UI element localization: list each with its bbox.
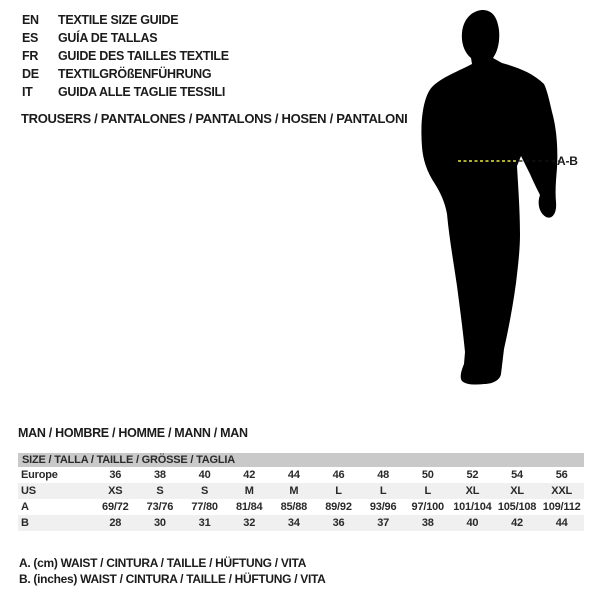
table-cell: 93/96	[369, 501, 397, 513]
table-cell: L	[379, 485, 387, 497]
language-row	[22, 29, 229, 47]
size-table-header: SIZE / TALLA / TAILLE / GRÖSSE / TAGLIA	[18, 453, 584, 467]
language-label: GUÍA DE TALLAS	[58, 31, 158, 45]
man-silhouette-shape	[421, 10, 557, 385]
table-row-b-inches	[18, 515, 584, 531]
table-cell: S	[156, 485, 164, 497]
table-cell: 52	[466, 469, 479, 481]
table-cell: XS	[108, 485, 123, 497]
language-code: EN	[22, 13, 39, 27]
note-a-cm: A. (cm) WAIST / CINTURA / TAILLE / HÜFTUNG / VITA	[19, 556, 307, 570]
language-code: DE	[22, 67, 39, 81]
table-cell: 31	[198, 517, 211, 529]
table-cell: 73/76	[146, 501, 174, 513]
language-row	[22, 11, 229, 29]
table-cell: 85/88	[280, 501, 308, 513]
table-cell: XL	[510, 485, 524, 497]
table-cell: 37	[377, 517, 390, 529]
table-cell: 38	[154, 469, 166, 481]
table-cell: 48	[377, 469, 390, 481]
table-cell: 34	[287, 517, 300, 529]
language-code: ES	[22, 31, 39, 45]
language-label: GUIDA ALLE TAGLIE TESSILI	[58, 85, 226, 99]
man-silhouette	[405, 0, 600, 400]
table-cell: 28	[109, 517, 122, 529]
gender-title: MAN / HOMBRE / HOMME / MANN / MAN	[18, 426, 248, 440]
row-label: US	[21, 485, 36, 497]
table-cell: L	[335, 485, 342, 497]
table-cell: 97/100	[411, 501, 444, 513]
table-cell: 89/92	[325, 501, 352, 513]
table-cell: XL	[465, 485, 480, 497]
table-cell: 54	[511, 469, 523, 481]
language-code: IT	[22, 85, 33, 99]
table-row-europe	[18, 467, 584, 483]
table-cell: 46	[332, 469, 345, 481]
language-row	[22, 65, 229, 83]
table-cell: 44	[287, 469, 300, 481]
table-cell: M	[244, 485, 254, 497]
table-cell: 69/72	[102, 501, 129, 513]
row-label: Europe	[21, 469, 58, 481]
language-label: TEXTILE SIZE GUIDE	[58, 13, 179, 27]
size-table	[18, 453, 584, 531]
table-cell: 44	[555, 517, 568, 529]
table-cell: 40	[466, 517, 479, 529]
table-cell: 36	[109, 469, 122, 481]
language-legend	[22, 11, 229, 101]
table-cell: 42	[511, 517, 523, 529]
measure-label-ab: A-B	[557, 154, 578, 168]
language-row	[22, 83, 229, 101]
note-b-inches: B. (inches) WAIST / CINTURA / TAILLE / HÜFTUNG / VITA	[19, 571, 326, 586]
table-cell: 30	[154, 517, 166, 529]
table-cell: 50	[421, 469, 434, 481]
language-code: FR	[22, 49, 39, 63]
table-cell: S	[201, 485, 209, 497]
table-cell: 56	[555, 469, 568, 481]
table-cell: 42	[243, 469, 256, 481]
category-title: TROUSERS / PANTALONES / PANTALONS / HOSEN / PANTALONI	[21, 111, 408, 126]
table-cell: 101/104	[453, 501, 492, 513]
measurement-notes	[19, 556, 326, 587]
language-row	[22, 47, 229, 65]
table-row-a-cm	[18, 499, 584, 515]
language-label: GUIDE DES TAILLES TEXTILE	[58, 49, 229, 63]
table-cell: M	[289, 485, 299, 497]
table-cell: 109/112	[542, 501, 581, 513]
language-label: TEXTILGRÖßENFÜHRUNG	[58, 67, 212, 81]
table-cell: 77/80	[191, 501, 218, 513]
table-cell: 40	[198, 469, 211, 481]
table-row-us	[18, 483, 584, 499]
table-cell: 105/108	[497, 501, 537, 513]
row-label: A	[21, 501, 29, 513]
table-cell: 38	[421, 517, 434, 529]
table-cell: 81/84	[235, 501, 263, 513]
table-cell: XXL	[551, 485, 573, 497]
table-cell: 36	[332, 517, 345, 529]
table-cell: 32	[243, 517, 256, 529]
table-cell: L	[424, 485, 432, 497]
row-label: B	[21, 517, 29, 529]
